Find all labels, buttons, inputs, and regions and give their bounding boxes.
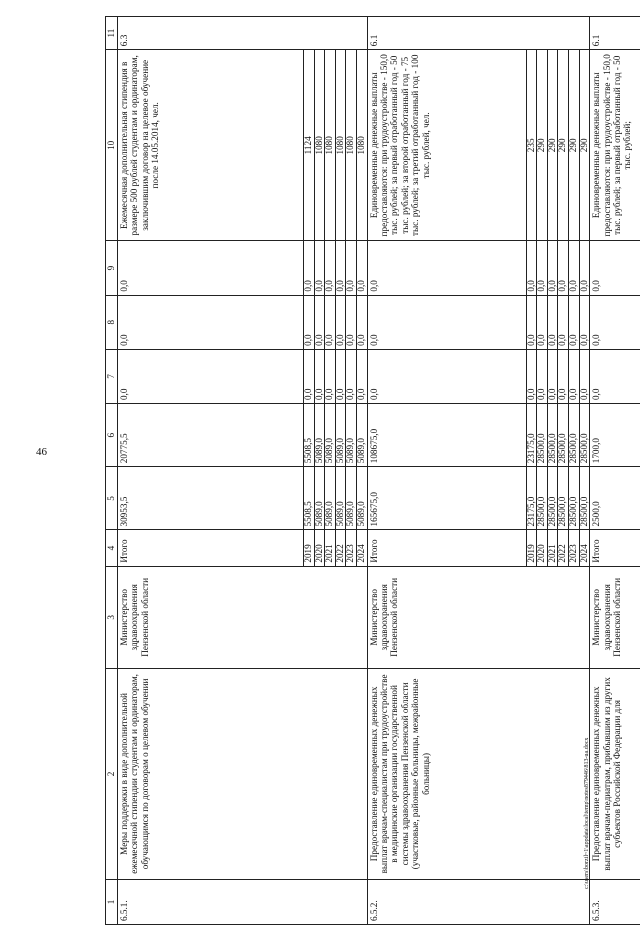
indicator-description: Единовременные денежные выплаты предоставляются: при трудоустройстве - 150,0 тыс. рублей; за первый отработанный год - 50 тыс. рублей; [590, 50, 640, 241]
table-row-6-5-1-total [118, 17, 304, 925]
total-value-col9: 0,0 [367, 241, 526, 295]
value-col7: 0,0 [558, 349, 569, 403]
col-header-1: 1 [106, 879, 118, 924]
value-col5: 5089,0 [314, 467, 325, 530]
indicator-value: 290 [579, 50, 590, 241]
value-col5: 5089,0 [325, 467, 336, 530]
row-number: 6.5.3. [590, 879, 640, 924]
value-col5: 28500,0 [537, 467, 548, 530]
indicator-value: 1080 [346, 50, 357, 241]
total-value-col6: 20775,5 [118, 404, 304, 467]
value-col6: 5089,0 [314, 404, 325, 467]
value-col8: 0,0 [558, 295, 569, 349]
value-col6: 5089,0 [346, 404, 357, 467]
total-value-col8: 0,0 [367, 295, 526, 349]
indicator-value: 1080 [314, 50, 325, 241]
value-col8: 0,0 [346, 295, 357, 349]
measure-description: Предоставление единовременных денежных выплат врачам-специалистам при трудоустройстве в медицинские организации государственной системы здравоохранения Пензенской области (участковые, районные больницы, межрайонные больницы) [367, 669, 590, 880]
value-col7: 0,0 [526, 349, 537, 403]
year-cell: 2020 [537, 530, 548, 566]
col-header-11: 11 [106, 17, 118, 50]
value-col7: 0,0 [304, 349, 315, 403]
reference-code: 6.1 [590, 17, 640, 50]
value-col5: 28500,0 [568, 467, 579, 530]
value-col7: 0,0 [547, 349, 558, 403]
value-col9: 0,0 [558, 241, 569, 295]
executor-name: Министерство здравоохранения Пензенской области [367, 566, 590, 668]
table-row-6-5-3-total [590, 17, 640, 925]
year-cell: 2019 [526, 530, 537, 566]
value-col9: 0,0 [304, 241, 315, 295]
total-value-col8: 0,0 [590, 295, 640, 349]
total-value-col9: 0,0 [590, 241, 640, 295]
total-value-col5: 165675,0 [367, 467, 526, 530]
value-col5: 28500,0 [558, 467, 569, 530]
year-cell: 2022 [335, 530, 346, 566]
year-cell: 2020 [314, 530, 325, 566]
total-value-col7: 0,0 [118, 349, 304, 403]
value-col6: 28500,0 [579, 404, 590, 467]
value-col6: 5089,0 [325, 404, 336, 467]
total-value-col8: 0,0 [118, 295, 304, 349]
value-col5: 5508,5 [304, 467, 315, 530]
indicator-description: Единовременные денежные выплаты предоставляются: при трудоустройстве - 150,0 тыс. рублей; за первый отработанный год - 50 тыс. рублей; за второй отработанный год - 75 тыс. рублей; за третий отработанный год - 100 тыс. рублей, чел. [367, 50, 526, 241]
measure-description: Предоставление единовременных денежных выплат врачам-педиатрам, прибывшим из других субъектов Российской Федерации для [590, 669, 640, 880]
value-col7: 0,0 [325, 349, 336, 403]
value-col5: 5089,0 [346, 467, 357, 530]
col-header-7: 7 [106, 349, 118, 403]
value-col6: 28500,0 [558, 404, 569, 467]
year-cell: 2022 [558, 530, 569, 566]
total-value-col5: 30953,5 [118, 467, 304, 530]
table-row-6-5-2-total [367, 17, 526, 925]
value-col7: 0,0 [568, 349, 579, 403]
indicator-value: 290 [558, 50, 569, 241]
value-col8: 0,0 [335, 295, 346, 349]
value-col7: 0,0 [537, 349, 548, 403]
value-col8: 0,0 [304, 295, 315, 349]
value-col8: 0,0 [356, 295, 367, 349]
value-col9: 0,0 [356, 241, 367, 295]
row-number: 6.5.2. [367, 879, 590, 924]
measure-description: Меры поддержки в виде дополнительной ежемесячной стипендии студентам и ординаторам, обучающимся по договорам о целевом обучении [118, 669, 368, 880]
year-cell: 2023 [346, 530, 357, 566]
indicator-value: 1080 [335, 50, 346, 241]
value-col6: 28500,0 [547, 404, 558, 467]
value-col5: 28500,0 [547, 467, 558, 530]
executor-name: Министерство здравоохранения Пензенской области [590, 566, 640, 668]
indicator-value: 290 [547, 50, 558, 241]
year-cell: 2021 [325, 530, 336, 566]
value-col6: 23175,0 [526, 404, 537, 467]
total-label: Итого [367, 530, 526, 566]
col-header-8: 8 [106, 295, 118, 349]
col-header-3: 3 [106, 566, 118, 668]
value-col8: 0,0 [537, 295, 548, 349]
value-col7: 0,0 [579, 349, 590, 403]
total-label: Итого [118, 530, 304, 566]
executor-name: Министерство здравоохранения Пензенской области [118, 566, 368, 668]
col-header-6: 6 [106, 404, 118, 467]
value-col9: 0,0 [346, 241, 357, 295]
reference-code: 6.1 [367, 17, 590, 50]
value-col8: 0,0 [579, 295, 590, 349]
value-col7: 0,0 [314, 349, 325, 403]
value-col5: 5089,0 [356, 467, 367, 530]
total-value-col6: 108675,0 [367, 404, 526, 467]
year-cell: 2019 [304, 530, 315, 566]
indicator-value: 1080 [356, 50, 367, 241]
col-header-2: 2 [106, 669, 118, 880]
document-table-sheet [105, 16, 633, 925]
value-col9: 0,0 [547, 241, 558, 295]
indicator-description: Ежемесячная дополнительная стипендия в размере 500 рублей студентам и ординаторам, заключившим договор на целевое обучение после 14.05.2014, чел. [118, 50, 304, 241]
row-number: 6.5.1. [118, 879, 368, 924]
col-header-5: 5 [106, 467, 118, 530]
total-label: Итого [590, 530, 640, 566]
value-col8: 0,0 [526, 295, 537, 349]
value-col7: 0,0 [346, 349, 357, 403]
value-col9: 0,0 [325, 241, 336, 295]
value-col6: 5089,0 [335, 404, 346, 467]
column-number-row [106, 17, 118, 925]
value-col9: 0,0 [335, 241, 346, 295]
measures-table [105, 16, 640, 925]
total-value-col7: 0,0 [367, 349, 526, 403]
year-cell: 2021 [547, 530, 558, 566]
value-col8: 0,0 [547, 295, 558, 349]
year-cell: 2024 [579, 530, 590, 566]
total-value-col5: 2500,0 [590, 467, 640, 530]
indicator-value: 290 [568, 50, 579, 241]
total-value-col6: 1700,0 [590, 404, 640, 467]
value-col5: 5089,0 [335, 467, 346, 530]
total-value-col7: 0,0 [590, 349, 640, 403]
value-col6: 28500,0 [537, 404, 548, 467]
value-col6: 5089,0 [356, 404, 367, 467]
value-col7: 0,0 [356, 349, 367, 403]
col-header-10: 10 [106, 50, 118, 241]
value-col9: 0,0 [579, 241, 590, 295]
page-number: 46 [36, 446, 47, 458]
total-value-col9: 0,0 [118, 241, 304, 295]
col-header-9: 9 [106, 241, 118, 295]
indicator-value: 1080 [325, 50, 336, 241]
year-cell: 2024 [356, 530, 367, 566]
value-col8: 0,0 [568, 295, 579, 349]
reference-code: 6.3 [118, 17, 368, 50]
indicator-value: 290 [537, 50, 548, 241]
indicator-value: 1124 [304, 50, 315, 241]
value-col5: 28500,0 [579, 467, 590, 530]
value-col6: 5508,5 [304, 404, 315, 467]
value-col8: 0,0 [325, 295, 336, 349]
col-header-4: 4 [106, 530, 118, 566]
footer-file-path: c:\users\borzil~1\appdata\local\temp\notes879446\813-ua.docx [584, 737, 590, 889]
value-col5: 23175,0 [526, 467, 537, 530]
value-col8: 0,0 [314, 295, 325, 349]
value-col9: 0,0 [526, 241, 537, 295]
value-col9: 0,0 [314, 241, 325, 295]
value-col7: 0,0 [335, 349, 346, 403]
year-cell: 2023 [568, 530, 579, 566]
value-col6: 28500,0 [568, 404, 579, 467]
value-col9: 0,0 [537, 241, 548, 295]
indicator-value: 235 [526, 50, 537, 241]
value-col9: 0,0 [568, 241, 579, 295]
